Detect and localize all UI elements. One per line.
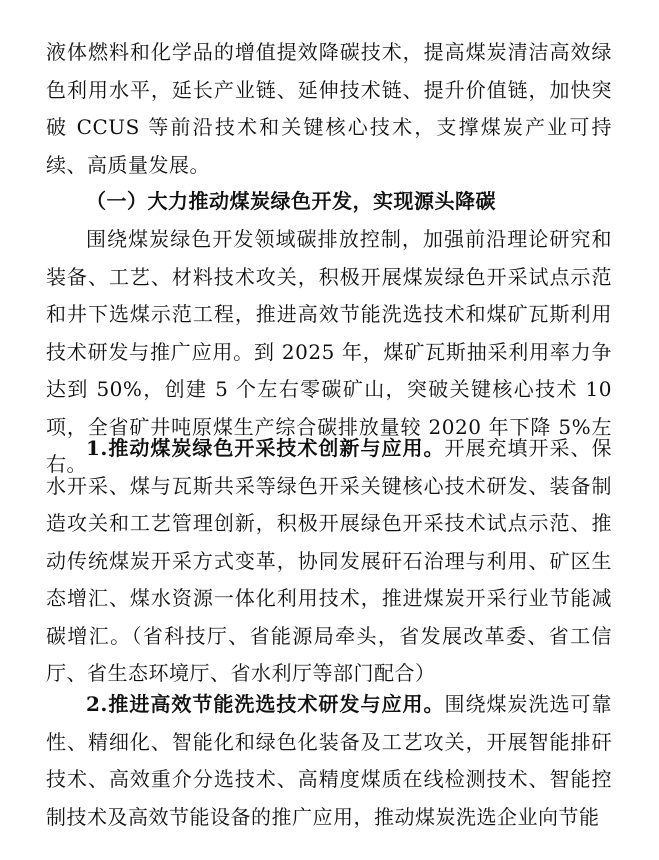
item-2-title: 2.推进高效节能洗选技术研发与应用。 <box>86 692 445 716</box>
paragraph-item-1 <box>46 430 612 693</box>
section-heading: （一）大力推动煤炭绿色开发，实现源头降碳 <box>86 189 496 213</box>
item-2-body: 围绕煤炭洗选可靠性、精细化、智能化和绿色化装备及工艺攻关，开展智能排矸技术、高效重介分选技术、高精度煤质在线检测技术、智能控制技术及高效节能设备的推广应用，推动煤炭洗选企业向节能 <box>46 692 613 829</box>
paragraph-intro-continuation: 液体燃料和化学品的增值提效降碳技术，提高煤炭清洁高效绿色利用水平，延长产业链、延伸技术链、提升价值链，加快突破 CCUS 等前沿技术和关键核心技术，支撑煤炭产业可持续、高质量发展。 <box>46 40 612 177</box>
paragraph-section-overview: 围绕煤炭绿色开发领域碳排放控制，加强前沿理论研究和装备、工艺、材料技术攻关，积极开展煤炭绿色开采试点示范和井下选煤示范工程，推进高效节能洗选技术和煤矿瓦斯利用技术研发与推广应用。到 2025 年，煤矿瓦斯抽采利用率力争达到 50%，创建 5 个左右零碳矿山，突破关键核心技术 10 项，全省矿井吨原煤生产综合碳排放量较 2020 年下降 5%左右。 <box>46 227 612 476</box>
item-1-title: 1.推动煤炭绿色开采技术创新与应用。 <box>86 436 445 460</box>
item-1-body: 开展充填开采、保水开采、煤与瓦斯共采等绿色开采关键核心技术研发、装备制造攻关和工艺管理创新，积极开展绿色开采技术试点示范、推动传统煤炭开采方式变革，协同发展矸石治理与利用、矿区生态增汇、煤水资源一体化利用技术，推进煤炭开采行业节能减碳增汇。（省科技厅、省能源局牵头，省发展改革委、省工信厅、省生态环境厅、省水利厅等部门配合） <box>46 436 613 685</box>
paragraph-item-2 <box>46 686 612 836</box>
